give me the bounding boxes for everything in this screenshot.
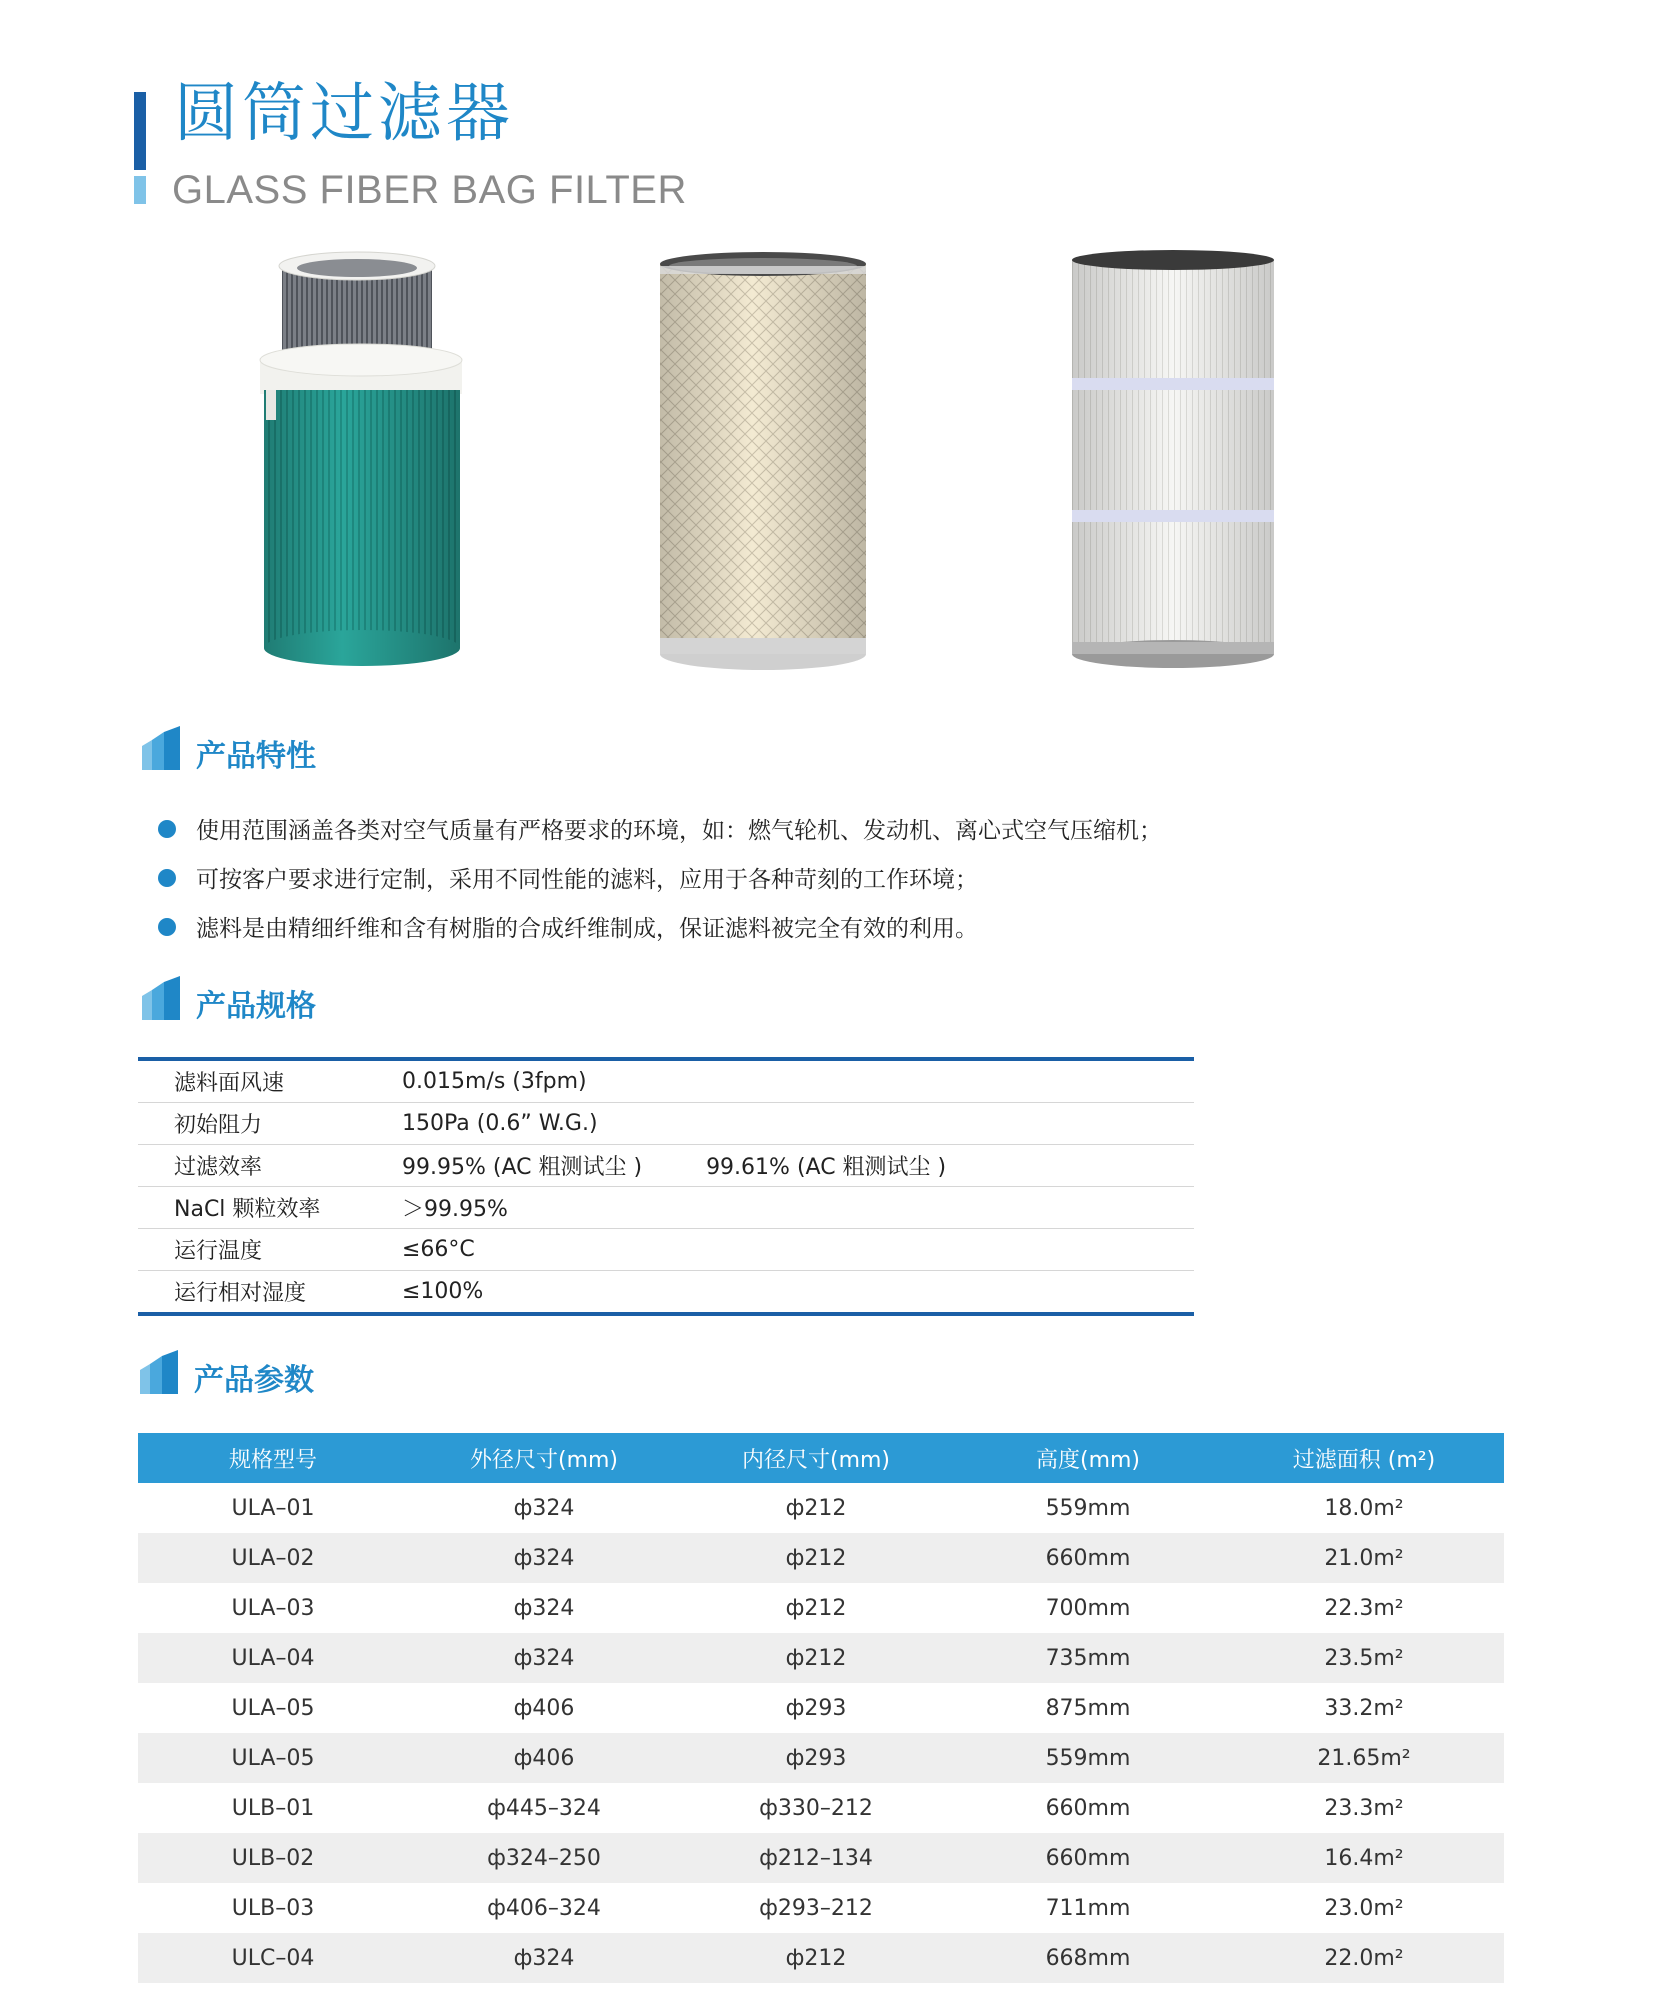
table-cell: 875mm	[1045, 1695, 1131, 1721]
table-cell: ULA–02	[231, 1545, 315, 1571]
table-cell: ф293	[785, 1695, 847, 1721]
section-icon	[140, 1350, 178, 1394]
table-cell: ULB–01	[231, 1795, 315, 1821]
table-cell: 16.4m²	[1324, 1845, 1404, 1871]
table-cell: 22.0m²	[1324, 1945, 1404, 1971]
table-row	[138, 1783, 1504, 1833]
table-row	[138, 1533, 1504, 1583]
table-cell: ф212	[785, 1945, 847, 1971]
spec-row	[138, 1270, 1194, 1312]
spec-value	[366, 1271, 1194, 1312]
table-cell: 660mm	[1045, 1845, 1131, 1871]
spec-value-text: 0.015m/s (3fpm)	[402, 1069, 587, 1094]
table-cell: ф212–134	[759, 1845, 873, 1871]
table-cell: 21.65m²	[1317, 1745, 1411, 1771]
table-row	[138, 1833, 1504, 1883]
spec-value-text-secondary: 99.61% (AC 粗测试尘 )	[706, 1155, 947, 1180]
table-row	[138, 1733, 1504, 1783]
spec-row	[138, 1061, 1194, 1102]
table-cell: ф293	[785, 1745, 847, 1771]
table-cell: 700mm	[1045, 1595, 1131, 1621]
table-row	[138, 1583, 1504, 1633]
spec-value-text: 99.95% (AC 粗测试尘 )	[402, 1155, 643, 1180]
params-table	[138, 1433, 1504, 1983]
table-cell: 660mm	[1045, 1795, 1131, 1821]
table-row	[138, 1883, 1504, 1933]
spec-label: 滤料面风速	[174, 1071, 285, 1096]
section-icon	[142, 726, 180, 770]
spec-value	[366, 1103, 1194, 1144]
table-cell: ф406	[513, 1745, 575, 1771]
column-header: 内径尺寸(mm)	[741, 1447, 891, 1473]
spec-table	[138, 1057, 1194, 1316]
table-cell: 668mm	[1045, 1945, 1131, 1971]
page-subtitle: GLASS FIBER BAG FILTER	[172, 168, 687, 212]
spec-row	[138, 1186, 1194, 1228]
spec-label: NaCl 颗粒效率	[174, 1197, 321, 1222]
table-cell: ф212	[785, 1545, 847, 1571]
spec-label: 过滤效率	[174, 1155, 263, 1180]
table-cell: ULA–01	[231, 1495, 315, 1521]
table-cell: 559mm	[1045, 1495, 1131, 1521]
table-cell: 22.3m²	[1324, 1595, 1404, 1621]
params-title: 产品参数	[194, 1363, 314, 1398]
spec-value	[366, 1145, 1194, 1186]
table-cell: ф324	[513, 1945, 575, 1971]
table-cell: ф324	[513, 1495, 575, 1521]
spec-label: 运行相对湿度	[174, 1281, 307, 1306]
table-cell: ф330–212	[759, 1795, 873, 1821]
table-cell: 711mm	[1045, 1895, 1131, 1921]
table-cell: ф324	[513, 1645, 575, 1671]
feature-item	[158, 861, 978, 894]
spec-value-text: ＞99.95%	[402, 1197, 508, 1222]
table-cell: ф324	[513, 1595, 575, 1621]
table-cell: 23.5m²	[1324, 1645, 1404, 1671]
spec-value-text: ≤66°C	[402, 1237, 475, 1262]
table-cell: ULA–05	[231, 1745, 315, 1771]
table-cell: 33.2m²	[1324, 1695, 1404, 1721]
page-title: 圆筒过滤器	[174, 77, 514, 151]
table-cell: ULA–04	[231, 1645, 315, 1671]
spec-label: 运行温度	[174, 1239, 263, 1264]
table-cell: 23.0m²	[1324, 1895, 1404, 1921]
spec-label: 初始阻力	[174, 1113, 263, 1138]
table-cell: ф445–324	[487, 1795, 601, 1821]
bullet-icon	[158, 918, 176, 936]
table-cell: ф212	[785, 1645, 847, 1671]
spec-value	[366, 1061, 1194, 1102]
table-cell: ULA–03	[231, 1595, 315, 1621]
feature-text: 可按客户要求进行定制，采用不同性能的滤料，应用于各种苛刻的工作环境；	[196, 867, 978, 893]
table-cell: 735mm	[1045, 1645, 1131, 1671]
column-header: 过滤面积 (m²)	[1292, 1447, 1436, 1473]
table-cell: 23.3m²	[1324, 1795, 1404, 1821]
table-cell: ф293–212	[759, 1895, 873, 1921]
column-header: 规格型号	[228, 1447, 317, 1473]
product-image-white-filter	[1066, 250, 1280, 670]
spec-row	[138, 1144, 1194, 1186]
table-cell: ф212	[785, 1595, 847, 1621]
table-cell: ф324–250	[487, 1845, 601, 1871]
feature-text: 滤料是由精细纤维和含有树脂的合成纤维制成，保证滤料被完全有效的利用。	[196, 916, 978, 942]
table-row	[138, 1633, 1504, 1683]
table-cell: ULB–03	[231, 1895, 315, 1921]
section-icon	[142, 976, 180, 1020]
features-title: 产品特性	[196, 739, 316, 774]
table-cell: ф324	[513, 1545, 575, 1571]
feature-text: 使用范围涵盖各类对空气质量有严格要求的环境，如：燃气轮机、发动机、离心式空气压缩机；	[196, 818, 1162, 844]
bullet-icon	[158, 820, 176, 838]
table-cell: ф212	[785, 1495, 847, 1521]
spec-value-text: 150Pa (0.6” W.G.)	[402, 1111, 598, 1136]
product-image-cream-filter	[654, 252, 874, 680]
column-header: 外径尺寸(mm)	[469, 1447, 619, 1473]
spec-value	[366, 1187, 1194, 1228]
table-cell: 660mm	[1045, 1545, 1131, 1571]
title-accent-bar	[134, 92, 146, 170]
table-cell: ULB–02	[231, 1845, 315, 1871]
table-cell: ф406–324	[487, 1895, 601, 1921]
spec-value-text: ≤100%	[402, 1279, 484, 1304]
specs-title: 产品规格	[196, 989, 316, 1024]
feature-item	[158, 812, 1162, 845]
title-accent-bar-light	[134, 176, 146, 204]
column-header: 高度(mm)	[1035, 1447, 1141, 1473]
table-cell: ULA–05	[231, 1695, 315, 1721]
spec-row	[138, 1228, 1194, 1270]
bullet-icon	[158, 869, 176, 887]
table-cell: ф406	[513, 1695, 575, 1721]
table-row	[138, 1683, 1504, 1733]
product-image-teal-filter	[256, 250, 468, 680]
table-cell: ULC–04	[231, 1945, 315, 1971]
spec-value	[366, 1229, 1194, 1270]
table-cell: 559mm	[1045, 1745, 1131, 1771]
table-row	[138, 1933, 1504, 1983]
table-cell: 21.0m²	[1324, 1545, 1404, 1571]
table-row	[138, 1483, 1504, 1533]
params-body	[138, 1483, 1504, 1983]
spec-row	[138, 1102, 1194, 1144]
feature-item	[158, 910, 978, 943]
table-cell: 18.0m²	[1324, 1495, 1404, 1521]
params-header-row	[138, 1433, 1504, 1483]
